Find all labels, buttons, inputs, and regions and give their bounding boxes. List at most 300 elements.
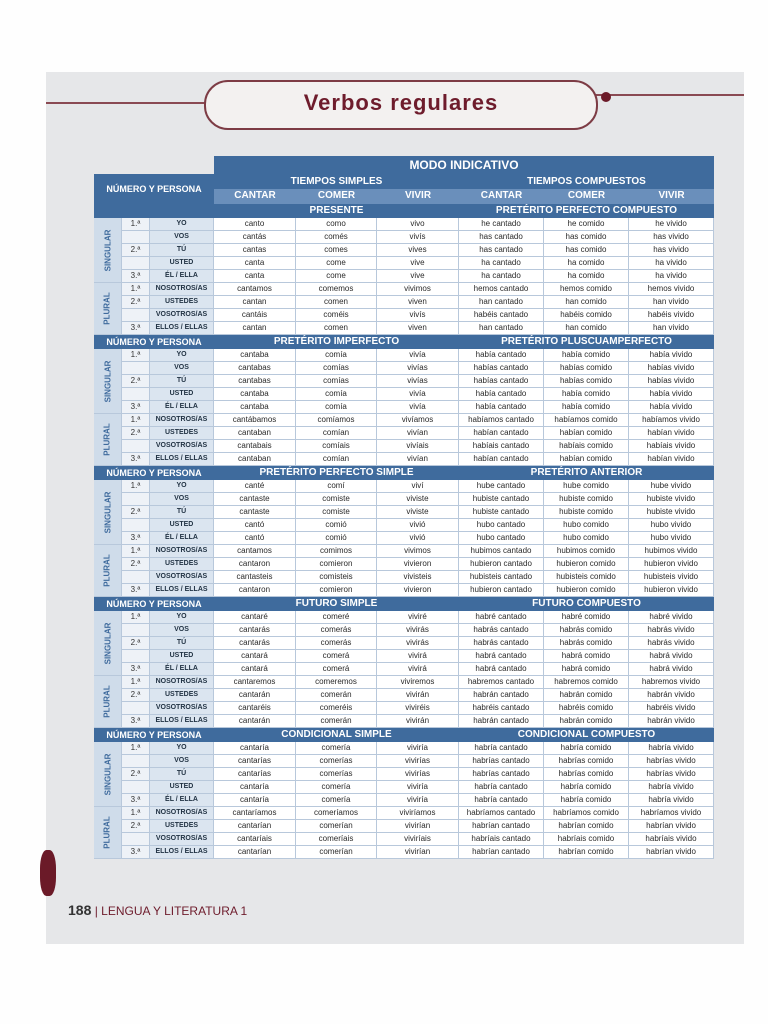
verb-form: había cantado xyxy=(459,388,544,401)
verb-form: había cantado xyxy=(459,401,544,414)
page-title: Verbos regulares xyxy=(303,90,499,115)
verb-header-vivir: VIVIR xyxy=(377,189,459,204)
pronoun: ÉL / ELLA xyxy=(150,270,214,283)
verb-form: habría comido xyxy=(544,794,629,807)
verb-form: cantamos xyxy=(214,283,296,296)
verb-form: comiste xyxy=(296,493,377,506)
person-number: 3.ª xyxy=(122,794,150,807)
person-number xyxy=(122,650,150,663)
verb-form: comieron xyxy=(296,558,377,571)
verb-form: comés xyxy=(296,231,377,244)
verb-form: comí xyxy=(296,480,377,493)
verb-form: vivías xyxy=(377,375,459,388)
verb-form: has comido xyxy=(544,231,629,244)
person-number: 1.ª xyxy=(122,283,150,296)
verb-form: hube cantado xyxy=(459,480,544,493)
verb-form: comimos xyxy=(296,545,377,558)
verb-form: comió xyxy=(296,519,377,532)
compound-tense-name: FUTURO COMPUESTO xyxy=(459,597,714,611)
pronoun: USTED xyxy=(150,388,214,401)
person-number: 2.ª xyxy=(122,637,150,650)
person-number xyxy=(122,571,150,584)
verb-form: viviré xyxy=(377,611,459,624)
person-number: 1.ª xyxy=(122,545,150,558)
verb-form: comerán xyxy=(296,715,377,728)
verb-header-vivir-compound: VIVIR xyxy=(629,189,714,204)
group-label-text: SINGULAR xyxy=(103,229,112,271)
verb-form: habéis comido xyxy=(544,309,629,322)
table-row xyxy=(94,362,714,375)
verb-form: habréis vivido xyxy=(629,702,714,715)
person-number: 2.ª xyxy=(122,244,150,257)
verb-form: hubieron comido xyxy=(544,558,629,571)
verb-form: hubiste cantado xyxy=(459,506,544,519)
verb-form: cantó xyxy=(214,532,296,545)
pronoun: VOSOTROS/AS xyxy=(150,440,214,453)
person-number: 1.ª xyxy=(122,414,150,427)
verb-form: ha comido xyxy=(544,270,629,283)
verb-form: cantaría xyxy=(214,794,296,807)
group-label-singular xyxy=(94,742,122,807)
person-number: 3.ª xyxy=(122,322,150,335)
verb-form: cantaba xyxy=(214,401,296,414)
verb-form: han comido xyxy=(544,322,629,335)
verb-form: hubo vivido xyxy=(629,532,714,545)
verb-form: vivíamos xyxy=(377,414,459,427)
table-row xyxy=(94,427,714,440)
verb-form: vivís xyxy=(377,231,459,244)
verb-form: vivió xyxy=(377,532,459,545)
verb-form: comerías xyxy=(296,768,377,781)
verb-form: ha vivido xyxy=(629,270,714,283)
tense-section xyxy=(94,335,714,466)
group-label-text: PLURAL xyxy=(103,816,113,849)
verb-form: habrán comido xyxy=(544,689,629,702)
verb-form: cantaste xyxy=(214,506,296,519)
verb-form: habría vivido xyxy=(629,742,714,755)
verb-form: habrías cantado xyxy=(459,768,544,781)
verb-form: habíais cantado xyxy=(459,440,544,453)
verb-form: viviríais xyxy=(377,833,459,846)
table-row xyxy=(94,283,714,296)
pronoun: NOSOTROS/AS xyxy=(150,283,214,296)
verb-form: cantan xyxy=(214,322,296,335)
verb-form: habían comido xyxy=(544,453,629,466)
pronoun: USTED xyxy=(150,650,214,663)
verb-form: comeríamos xyxy=(296,807,377,820)
verb-form: vivían xyxy=(377,427,459,440)
verb-form: cantabas xyxy=(214,362,296,375)
table-row xyxy=(94,480,714,493)
verb-form: cantará xyxy=(214,650,296,663)
verb-form: come xyxy=(296,270,377,283)
verb-form: habrías cantado xyxy=(459,755,544,768)
pronoun: ELLOS / ELLAS xyxy=(150,846,214,859)
verb-form: habría comido xyxy=(544,781,629,794)
verb-form: cantas xyxy=(214,244,296,257)
verb-form: habrías comido xyxy=(544,768,629,781)
person-number: 1.ª xyxy=(122,349,150,362)
person-number: 2.ª xyxy=(122,375,150,388)
table-row xyxy=(94,571,714,584)
verb-form: comerías xyxy=(296,755,377,768)
verb-form: habrá cantado xyxy=(459,663,544,676)
group-label-singular xyxy=(94,218,122,283)
verb-form: habrán cantado xyxy=(459,715,544,728)
verb-form: hemos cantado xyxy=(459,283,544,296)
person-number xyxy=(122,309,150,322)
verb-form: hemos vivido xyxy=(629,283,714,296)
verb-form: cantaba xyxy=(214,349,296,362)
verb-form: habías cantado xyxy=(459,362,544,375)
conjugation-table xyxy=(94,156,714,859)
person-number: 1.ª xyxy=(122,807,150,820)
verb-form: comíamos xyxy=(296,414,377,427)
verb-form: vivía xyxy=(377,401,459,414)
verb-form: vivirá xyxy=(377,650,459,663)
verb-form: habíamos vivido xyxy=(629,414,714,427)
verb-form: habréis cantado xyxy=(459,702,544,715)
table-row xyxy=(94,493,714,506)
table-row xyxy=(94,584,714,597)
pronoun: VOSOTROS/AS xyxy=(150,571,214,584)
verb-form: comemos xyxy=(296,283,377,296)
person-number: 3.ª xyxy=(122,846,150,859)
table-row xyxy=(94,715,714,728)
person-number xyxy=(122,231,150,244)
pronoun: ELLOS / ELLAS xyxy=(150,715,214,728)
compound-tense-name: PRETÉRITO PERFECTO COMPUESTO xyxy=(459,204,714,218)
verb-form: había comido xyxy=(544,388,629,401)
verb-form: cantarían xyxy=(214,846,296,859)
verb-form: cantarás xyxy=(214,624,296,637)
verb-form: comiste xyxy=(296,506,377,519)
table-row xyxy=(94,637,714,650)
group-label-text: PLURAL xyxy=(103,554,113,587)
page-number: 188 xyxy=(68,902,92,918)
compound-tense-name: CONDICIONAL COMPUESTO xyxy=(459,728,714,742)
pronoun: NOSOTROS/AS xyxy=(150,545,214,558)
table-row xyxy=(94,270,714,283)
person-number xyxy=(122,257,150,270)
verb-form: vivisteis xyxy=(377,571,459,584)
verb-form: has cantado xyxy=(459,231,544,244)
verb-form: habrán vivido xyxy=(629,715,714,728)
number-person-header: NÚMERO Y PERSONA xyxy=(94,728,214,742)
verb-form: comen xyxy=(296,296,377,309)
number-person-header: NÚMERO Y PERSONA xyxy=(94,466,214,480)
verb-form: habrás vivido xyxy=(629,624,714,637)
verb-form: vivirás xyxy=(377,624,459,637)
verb-form: habríais vivido xyxy=(629,833,714,846)
verb-form: han vivido xyxy=(629,322,714,335)
verb-form: habrá vivido xyxy=(629,650,714,663)
verb-form: habríamos vivido xyxy=(629,807,714,820)
verb-form: habrán vivido xyxy=(629,689,714,702)
verb-form: comería xyxy=(296,742,377,755)
verb-form: vivirán xyxy=(377,715,459,728)
verb-form: viviste xyxy=(377,506,459,519)
table-row xyxy=(94,807,714,820)
pronoun: NOSOTROS/AS xyxy=(150,807,214,820)
pronoun: ELLOS / ELLAS xyxy=(150,453,214,466)
verb-form: habías cantado xyxy=(459,375,544,388)
verb-form: ha vivido xyxy=(629,257,714,270)
verb-form: vivo xyxy=(377,218,459,231)
person-number xyxy=(122,702,150,715)
pronoun: ÉL / ELLA xyxy=(150,532,214,545)
verb-form: cantáis xyxy=(214,309,296,322)
verb-form: vive xyxy=(377,270,459,283)
person-number xyxy=(122,624,150,637)
simple-tense-name: CONDICIONAL SIMPLE xyxy=(214,728,459,742)
verb-form: habéis cantado xyxy=(459,309,544,322)
verb-form: cantabais xyxy=(214,440,296,453)
verb-form: habría cantado xyxy=(459,742,544,755)
verb-form: vivieron xyxy=(377,584,459,597)
pronoun: NOSOTROS/AS xyxy=(150,414,214,427)
book-page xyxy=(46,72,744,944)
verb-form: habréis comido xyxy=(544,702,629,715)
verb-form: hemos comido xyxy=(544,283,629,296)
verb-form: vives xyxy=(377,244,459,257)
verb-form: viviremos xyxy=(377,676,459,689)
group-label-text: SINGULAR xyxy=(103,491,112,533)
table-row xyxy=(94,309,714,322)
verb-form: canto xyxy=(214,218,296,231)
person-number: 2.ª xyxy=(122,296,150,309)
verb-form: viví xyxy=(377,480,459,493)
table-row xyxy=(94,702,714,715)
table-row xyxy=(94,244,714,257)
table-row xyxy=(94,820,714,833)
verb-form: comerás xyxy=(296,637,377,650)
verb-form: coméis xyxy=(296,309,377,322)
verb-form: comerá xyxy=(296,650,377,663)
verb-form: habrás comido xyxy=(544,624,629,637)
banner-line-left xyxy=(46,102,206,104)
pronoun: YO xyxy=(150,349,214,362)
verb-form: habrás comido xyxy=(544,637,629,650)
verb-form: cantaríamos xyxy=(214,807,296,820)
table-row xyxy=(94,296,714,309)
verb-form: habían cantado xyxy=(459,453,544,466)
verb-form: cantará xyxy=(214,663,296,676)
pronoun: TÚ xyxy=(150,768,214,781)
verb-form: habría comido xyxy=(544,742,629,755)
verb-form: vivías xyxy=(377,362,459,375)
verb-form: habría cantado xyxy=(459,781,544,794)
verb-form: hubisteis cantado xyxy=(459,571,544,584)
verb-form: habrían vivido xyxy=(629,846,714,859)
verb-form: cantaban xyxy=(214,453,296,466)
group-label-text: PLURAL xyxy=(103,685,113,718)
verb-form: habías vivido xyxy=(629,362,714,375)
tense-section xyxy=(94,204,714,335)
table-row xyxy=(94,768,714,781)
verb-form: habrás cantado xyxy=(459,624,544,637)
verb-form: cantaremos xyxy=(214,676,296,689)
group-label-singular xyxy=(94,611,122,676)
verb-form: habrá vivido xyxy=(629,663,714,676)
table-row xyxy=(94,231,714,244)
verb-form: habrías comido xyxy=(544,755,629,768)
table-row xyxy=(94,755,714,768)
verb-form: habíamos comido xyxy=(544,414,629,427)
verb-form: hubieron vivido xyxy=(629,584,714,597)
table-row xyxy=(94,349,714,362)
pronoun: USTEDES xyxy=(150,558,214,571)
banner-line-right xyxy=(594,94,744,96)
pronoun: USTED xyxy=(150,781,214,794)
verb-form: comisteis xyxy=(296,571,377,584)
verb-form: hubieron vivido xyxy=(629,558,714,571)
person-number: 2.ª xyxy=(122,427,150,440)
verb-form: hubiste vivido xyxy=(629,506,714,519)
verb-form: habrían cantado xyxy=(459,820,544,833)
person-number: 1.ª xyxy=(122,480,150,493)
verb-form: habrá comido xyxy=(544,663,629,676)
table-row xyxy=(94,676,714,689)
compound-tense-name: PRETÉRITO ANTERIOR xyxy=(459,466,714,480)
verb-form: hubo comido xyxy=(544,519,629,532)
verb-form: hubo cantado xyxy=(459,519,544,532)
verb-form: habían comido xyxy=(544,427,629,440)
pronoun: YO xyxy=(150,480,214,493)
table-row xyxy=(94,742,714,755)
verb-form: hubo vivido xyxy=(629,519,714,532)
verb-form: vivimos xyxy=(377,283,459,296)
verb-form: cantaron xyxy=(214,558,296,571)
verb-form: vivís xyxy=(377,309,459,322)
verb-form: habría cantado xyxy=(459,794,544,807)
pronoun: VOS xyxy=(150,624,214,637)
verb-form: había vivido xyxy=(629,401,714,414)
verb-form: has vivido xyxy=(629,231,714,244)
verb-form: cantaste xyxy=(214,493,296,506)
verb-form: cantarán xyxy=(214,715,296,728)
group-label-plural xyxy=(94,545,122,597)
verb-form: comían xyxy=(296,427,377,440)
person-number xyxy=(122,440,150,453)
person-number: 2.ª xyxy=(122,506,150,519)
verb-form: habíamos cantado xyxy=(459,414,544,427)
number-person-header: NÚMERO Y PERSONA xyxy=(94,174,214,204)
verb-form: comen xyxy=(296,322,377,335)
table-row xyxy=(94,532,714,545)
book-title: LENGUA Y LITERATURA 1 xyxy=(101,904,248,918)
page-footer: 188 | LENGUA Y LITERATURA 1 xyxy=(68,902,248,918)
verb-form: cantábamos xyxy=(214,414,296,427)
verb-form: comías xyxy=(296,362,377,375)
pronoun: ELLOS / ELLAS xyxy=(150,584,214,597)
verb-form: han vivido xyxy=(629,296,714,309)
verb-form: habrías vivido xyxy=(629,768,714,781)
verb-form: comerán xyxy=(296,689,377,702)
verb-form: hubimos cantado xyxy=(459,545,544,558)
group-label-plural xyxy=(94,283,122,335)
verb-form: cantó xyxy=(214,519,296,532)
verb-form: habría vivido xyxy=(629,794,714,807)
verb-form: habrá comido xyxy=(544,650,629,663)
tense-section xyxy=(94,728,714,859)
verb-form: habías vivido xyxy=(629,375,714,388)
person-number: 1.ª xyxy=(122,676,150,689)
verb-form: habríais cantado xyxy=(459,833,544,846)
verb-form: comerían xyxy=(296,820,377,833)
table-row xyxy=(94,846,714,859)
verb-form: cantaría xyxy=(214,781,296,794)
ink-blot xyxy=(40,850,56,896)
verb-form: comería xyxy=(296,781,377,794)
table-row xyxy=(94,506,714,519)
verb-form: han cantado xyxy=(459,322,544,335)
verb-form: comeré xyxy=(296,611,377,624)
person-number: 3.ª xyxy=(122,663,150,676)
simple-tense-name: PRESENTE xyxy=(214,204,459,218)
verb-form: habremos vivido xyxy=(629,676,714,689)
verb-form: vivíais xyxy=(377,440,459,453)
person-number: 3.ª xyxy=(122,584,150,597)
verb-form: vivió xyxy=(377,519,459,532)
table-row xyxy=(94,388,714,401)
person-number: 3.ª xyxy=(122,532,150,545)
pronoun: VOS xyxy=(150,493,214,506)
verb-form: comeremos xyxy=(296,676,377,689)
simple-tense-name: FUTURO SIMPLE xyxy=(214,597,459,611)
verb-form: había vivido xyxy=(629,349,714,362)
person-number xyxy=(122,493,150,506)
verb-form: cantaba xyxy=(214,388,296,401)
verb-form: canté xyxy=(214,480,296,493)
verb-form: comía xyxy=(296,349,377,362)
verb-form: ha cantado xyxy=(459,257,544,270)
verb-form: he vivido xyxy=(629,218,714,231)
verb-form: cantaréis xyxy=(214,702,296,715)
pronoun: TÚ xyxy=(150,375,214,388)
verb-form: habrías vivido xyxy=(629,755,714,768)
person-number xyxy=(122,519,150,532)
mode-header: MODO INDICATIVO xyxy=(214,156,714,174)
verb-form: habremos cantado xyxy=(459,676,544,689)
group-label-text: PLURAL xyxy=(103,423,113,456)
verb-form: viven xyxy=(377,296,459,309)
table-row xyxy=(94,781,714,794)
pronoun: VOSOTROS/AS xyxy=(150,309,214,322)
verb-form: cantabas xyxy=(214,375,296,388)
person-number: 3.ª xyxy=(122,715,150,728)
verb-form: comeréis xyxy=(296,702,377,715)
pronoun: ELLOS / ELLAS xyxy=(150,322,214,335)
verb-form: cantaría xyxy=(214,742,296,755)
pronoun: TÚ xyxy=(150,637,214,650)
verb-form: habrá cantado xyxy=(459,650,544,663)
verb-form: había comido xyxy=(544,349,629,362)
group-label-singular xyxy=(94,349,122,414)
pronoun: USTED xyxy=(150,257,214,270)
verb-form: había cantado xyxy=(459,349,544,362)
verb-form: canta xyxy=(214,257,296,270)
person-number: 3.ª xyxy=(122,453,150,466)
verb-form: habías comido xyxy=(544,362,629,375)
person-number xyxy=(122,388,150,401)
verb-form: han cantado xyxy=(459,296,544,309)
verb-form: hubiste comido xyxy=(544,493,629,506)
verb-form: hube vivido xyxy=(629,480,714,493)
verb-form: viviríamos xyxy=(377,807,459,820)
verb-form: vivimos xyxy=(377,545,459,558)
verb-form: viviría xyxy=(377,742,459,755)
